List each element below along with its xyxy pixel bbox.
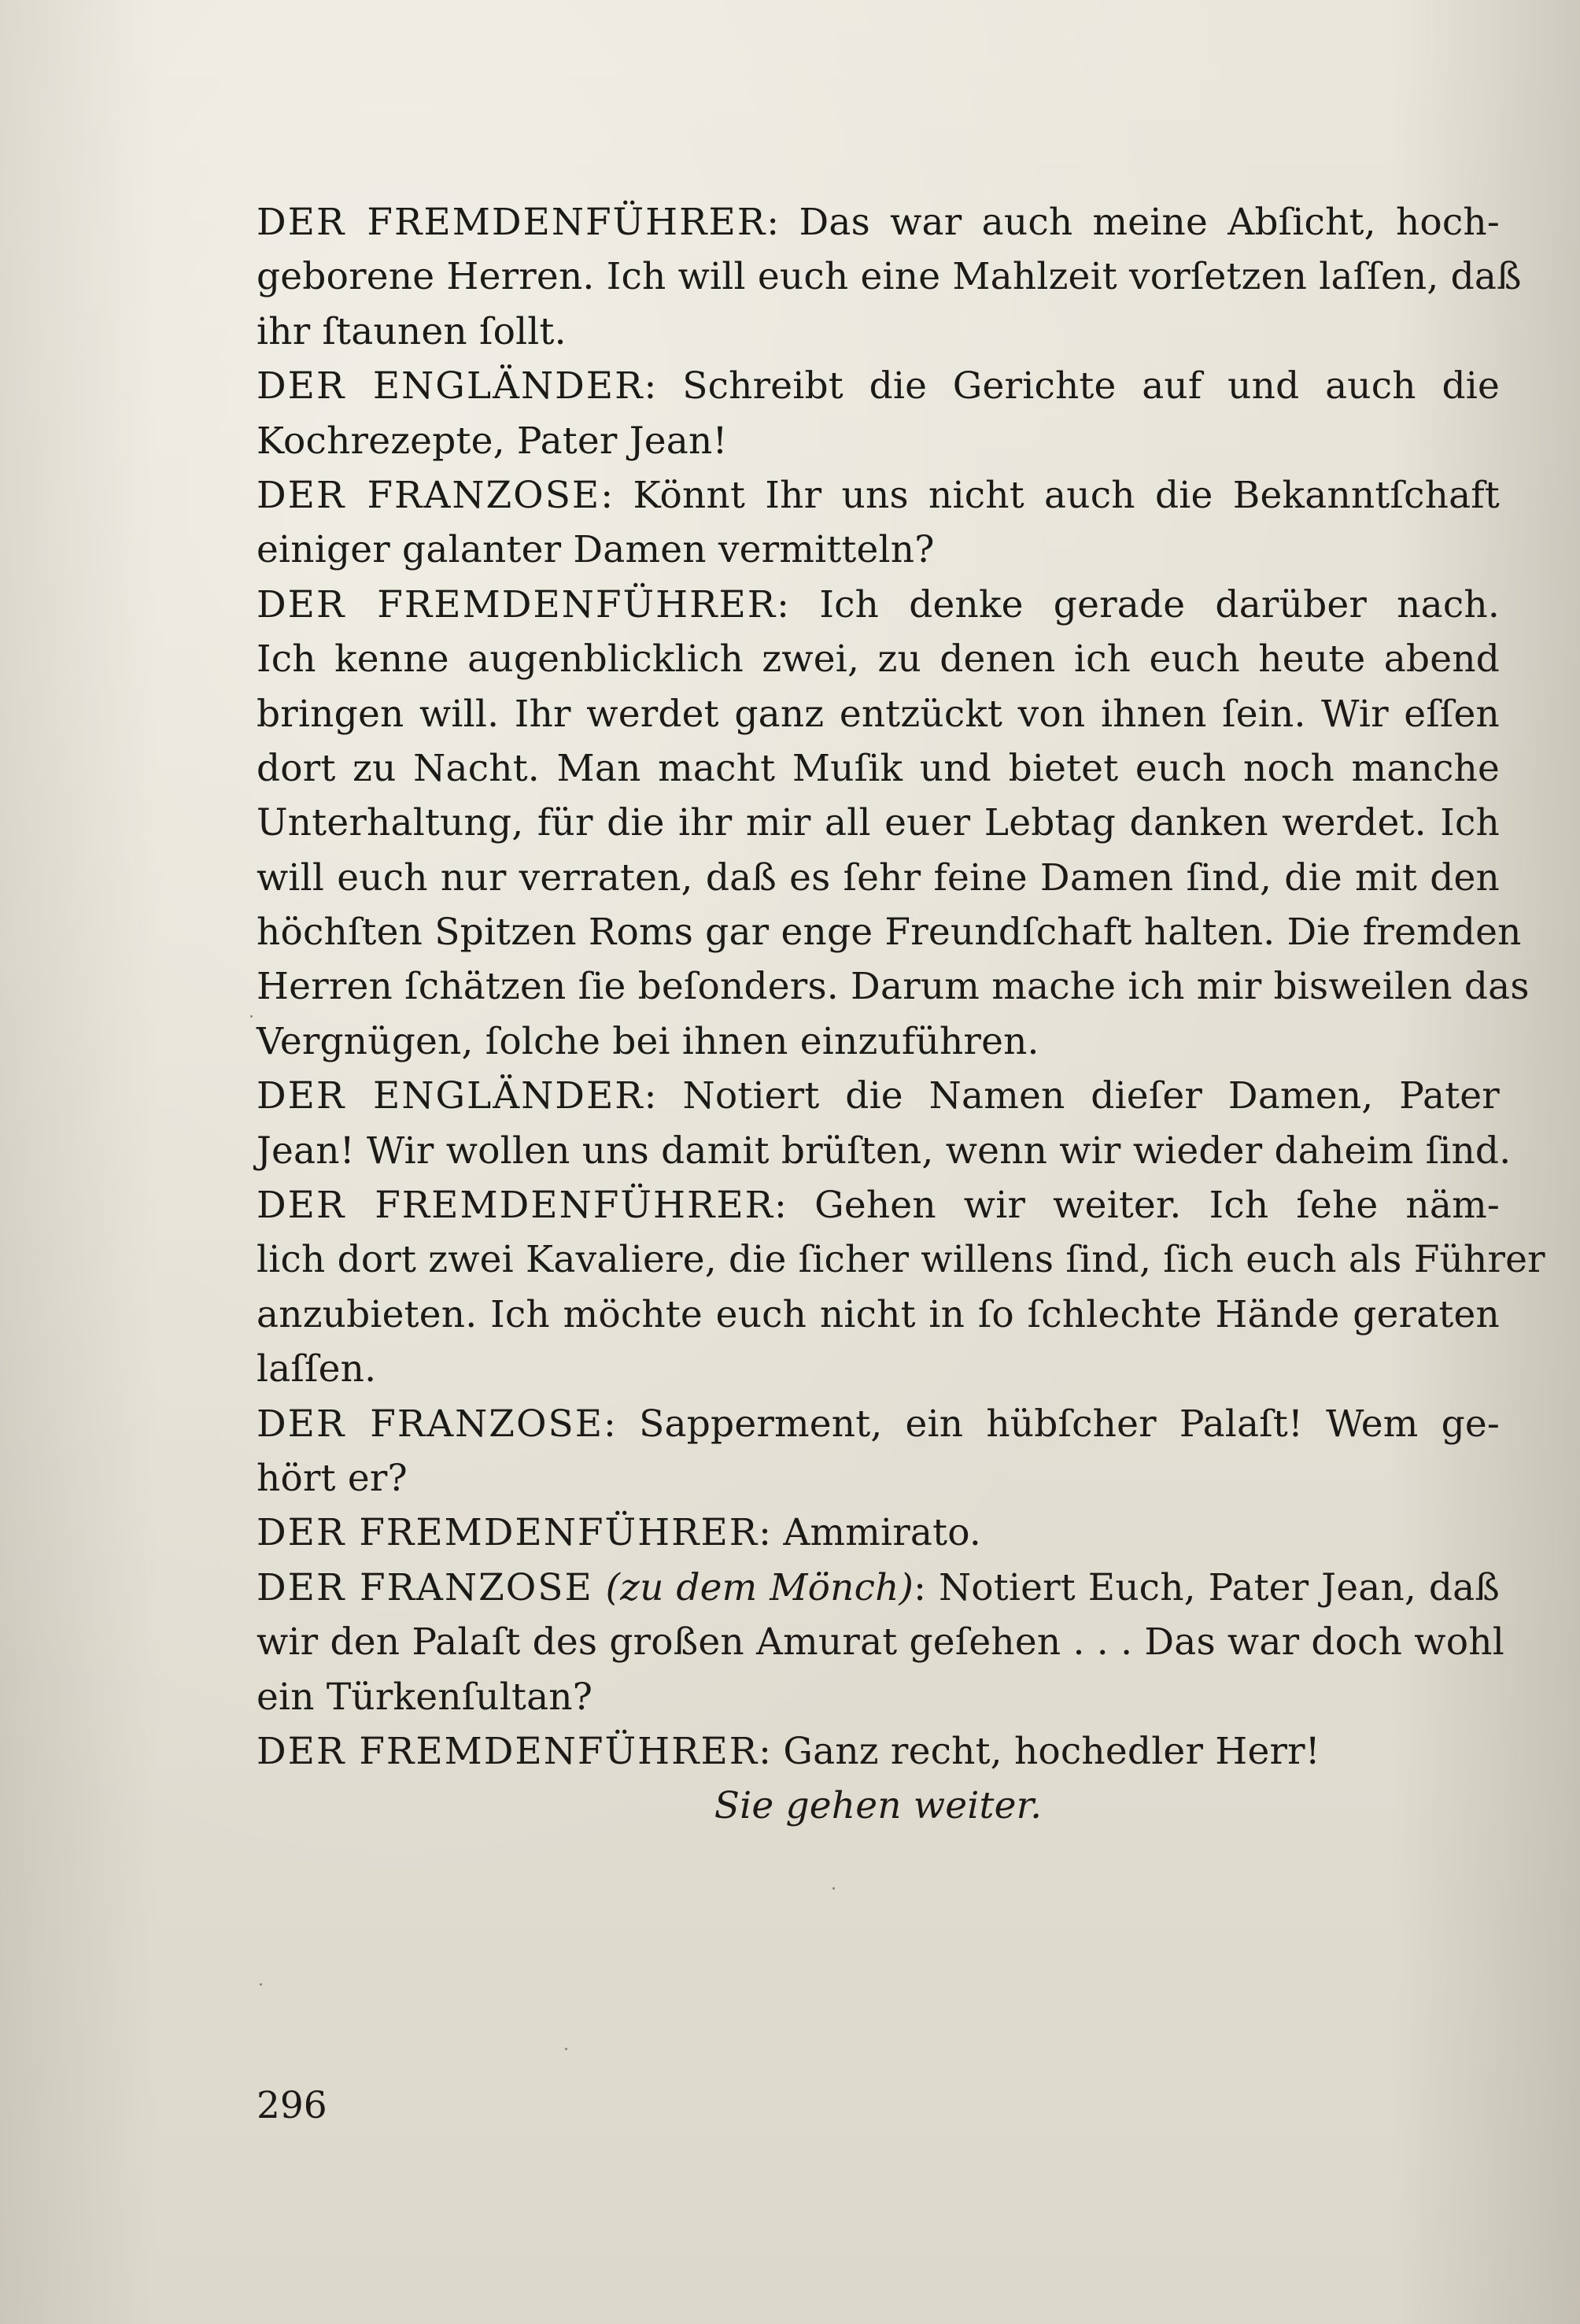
line-text: dort zu Nacht. Man macht Muſik und bietet euch noch manche (257, 746, 1500, 790)
line-text: Ich kenne augenblicklich zwei, zu denen ich euch heute abend (257, 637, 1500, 682)
speaker-name: DER ENGLÄNDER (257, 1074, 644, 1118)
line-text: einiger galanter Damen vermitteln? (257, 528, 935, 572)
paper-speck (250, 1015, 253, 1018)
line-text: ein Türkenſultan? (257, 1675, 593, 1719)
speech-line (257, 851, 1500, 905)
page-number: 296 (257, 2084, 327, 2127)
speaker-name: DER ENGLÄNDER (257, 364, 644, 408)
speaker-name: DER FREMDENFÜHRER (257, 582, 777, 626)
line-text: bringen will. Ihr werdet ganz entzückt von ihnen ſein. Wir eſſen (257, 692, 1500, 736)
speech-line (257, 1615, 1504, 1669)
separator: : (774, 1184, 815, 1228)
line-text: Herren ſchätzen ſie beſonders. Darum mache ich mir bisweilen das (257, 965, 1530, 1009)
speech-line (257, 741, 1500, 796)
line-text: wir den Palaſt des großen Amurat geſehen . . . Das war doch wohl (257, 1620, 1504, 1664)
speech-line (257, 305, 1500, 359)
line-text: Jean! Wir wollen uns damit brüſten, wenn wir wieder daheim ſind. (257, 1129, 1512, 1173)
line-text: lich dort zwei Kavaliere, die ſicher willens ſind, ſich euch als Führer (257, 1238, 1545, 1282)
paper-speck (832, 1887, 835, 1890)
line-text: Ganz recht, hochedler Herr! (783, 1729, 1320, 1773)
line-text: Notiert die Namen dieſer Damen, Pater (682, 1074, 1500, 1118)
separator: : (777, 582, 820, 626)
line-text: Gehen wir weiter. Ich ſehe näm- (814, 1184, 1500, 1228)
speech-line (257, 687, 1500, 741)
speaker-name: DER FRANZOSE (257, 1402, 604, 1446)
separator: : (604, 1402, 640, 1446)
separator: : (766, 201, 799, 244)
separator: : (759, 1729, 784, 1773)
speech-line-with-speaker (257, 195, 1500, 249)
paper-speck (565, 2048, 567, 2050)
speech-line (257, 1342, 1500, 1396)
separator: : (644, 1074, 683, 1118)
speech-line (257, 1288, 1500, 1342)
line-text: Ammirato. (783, 1511, 982, 1555)
speech-line (257, 632, 1500, 686)
speech-line (257, 1451, 1500, 1506)
stage-direction: Sie gehen weiter. (714, 1784, 1043, 1828)
speech-line (257, 905, 1522, 959)
line-text: Vergnügen, ſolche bei ihnen einzuführen. (257, 1019, 1039, 1063)
speech-line-with-speaker (257, 1724, 1500, 1779)
speaker-name: DER FREMDENFÜHRER (257, 1184, 775, 1228)
paper-speck (260, 1983, 262, 1986)
speech-line (257, 523, 1500, 577)
line-text: will euch nur verraten, daß es ſehr feine Damen ſind, die mit den (257, 855, 1500, 900)
speech-line-with-speaker (257, 1397, 1500, 1451)
speech-line-with-speaker (257, 1069, 1500, 1123)
separator: : (759, 1511, 784, 1555)
speech-line (257, 959, 1530, 1014)
text-block (257, 195, 1545, 1834)
speech-line-with-speaker (257, 1178, 1500, 1232)
speech-line (257, 249, 1522, 304)
speaker-name: DER FREMDENFÜHRER (257, 201, 767, 244)
line-text: anzubieten. Ich möchte euch nicht in ſo ſchlechte Hände geraten (257, 1292, 1500, 1336)
speech-line-with-speaker (257, 468, 1500, 523)
speaker-name: DER FRANZOSE (257, 1565, 593, 1609)
line-text: höchſten Spitzen Roms gar enge Freundſchaft halten. Die fremden (257, 911, 1522, 955)
line-text: Schreibt die Gerichte auf und auch die (682, 364, 1500, 408)
line-text: Kochrezepte, Pater Jean! (257, 419, 728, 463)
line-text: Notiert Euch, Pater Jean, daß (938, 1565, 1500, 1609)
speech-line-with-speaker (257, 359, 1500, 413)
line-text: geborene Herren. Ich will euch eine Mahlzeit vorſetzen laſſen, daß (257, 255, 1522, 299)
speaker-name: DER FRANZOSE (257, 473, 601, 517)
separator: : (914, 1565, 939, 1609)
separator: : (600, 473, 633, 517)
separator (593, 1566, 606, 1609)
speaker-name: DER FREMDENFÜHRER (257, 1729, 759, 1773)
speech-line (257, 1014, 1500, 1069)
line-text: Unterhaltung, für die ihr mir all euer Lebtag danken werdet. Ich (257, 801, 1500, 845)
line-text: Ich denke gerade darüber nach. (819, 582, 1500, 626)
inline-stage-direction: (zu dem Mönch) (605, 1565, 914, 1609)
speech-line (257, 414, 1500, 468)
line-text: laſſen. (257, 1347, 377, 1391)
speech-line-with-speaker (257, 1506, 1500, 1560)
line-text: Das war auch meine Abſicht, hoch- (799, 201, 1500, 244)
speaker-name: DER FREMDENFÜHRER (257, 1511, 759, 1555)
speech-line (257, 796, 1500, 850)
speech-line (257, 1670, 1500, 1724)
speech-line-with-speaker (257, 578, 1500, 632)
speech-line-with-speaker (257, 1561, 1500, 1615)
speech-line (257, 1232, 1545, 1287)
line-text: Könnt Ihr uns nicht auch die Bekanntſchaft (633, 473, 1500, 517)
line-text: Sapperment, ein hübſcher Palaſt! Wem ge- (639, 1402, 1500, 1446)
speech-line (257, 1124, 1512, 1178)
line-text: ihr ſtaunen ſollt. (257, 309, 567, 353)
separator: : (644, 364, 683, 408)
line-text: hört er? (257, 1456, 408, 1500)
